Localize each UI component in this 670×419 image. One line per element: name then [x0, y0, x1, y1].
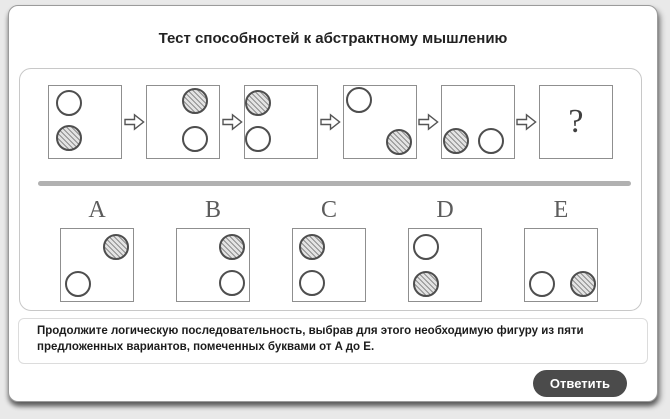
option-box-d[interactable] — [408, 228, 482, 302]
hatched-circle — [103, 234, 129, 260]
option-label: D — [436, 197, 454, 223]
option-label: C — [320, 197, 337, 223]
option-a[interactable] — [60, 198, 134, 302]
hatched-circle — [219, 234, 245, 260]
option-box-b[interactable] — [176, 228, 250, 302]
option-e[interactable] — [524, 198, 598, 302]
arrow-right-icon — [124, 113, 145, 131]
question-mark: ? — [568, 103, 584, 140]
arrow-right-icon — [222, 113, 243, 131]
hatched-circle — [56, 125, 82, 151]
arrow-right-icon — [320, 113, 341, 131]
hatched-circle — [386, 129, 412, 155]
option-box-a[interactable] — [60, 228, 134, 302]
white-circle — [478, 128, 504, 154]
hatched-circle — [413, 271, 439, 297]
option-box-e[interactable] — [524, 228, 598, 302]
sequence-box-3 — [244, 85, 318, 159]
arrow-right-icon — [418, 113, 439, 131]
white-circle — [65, 271, 91, 297]
sequence-box-5 — [441, 85, 515, 159]
option-box-c[interactable] — [292, 228, 366, 302]
hatched-circle — [182, 88, 208, 114]
page-title: Тест способностей к абстрактному мышлению — [158, 30, 508, 47]
hatched-circle — [570, 271, 596, 297]
options-row — [20, 198, 641, 302]
hatched-circle — [299, 234, 325, 260]
instruction-box: Продолжите логическую последовательность, выбрав для этого необходимую фигуру из пяти предложенных вариантов, помеченных буквами от A до E. — [18, 318, 648, 364]
answer-button[interactable]: Ответить — [533, 370, 627, 397]
divider — [38, 181, 631, 186]
sequence-box-1 — [48, 85, 122, 159]
hatched-circle — [443, 128, 469, 154]
white-circle — [346, 87, 372, 113]
white-circle — [245, 126, 271, 152]
sequence-row — [20, 85, 641, 159]
sequence-box-6 — [539, 85, 613, 159]
option-label: E — [553, 197, 569, 223]
sequence-box-2 — [146, 85, 220, 159]
white-circle — [182, 126, 208, 152]
option-c[interactable] — [292, 198, 366, 302]
sequence-box-4 — [343, 85, 417, 159]
option-b[interactable] — [176, 198, 250, 302]
arrow-right-icon — [516, 113, 537, 131]
white-circle — [529, 271, 555, 297]
white-circle — [413, 234, 439, 260]
hatched-circle — [245, 90, 271, 116]
test-card — [8, 5, 658, 402]
white-circle — [299, 270, 325, 296]
white-circle — [56, 90, 82, 116]
option-label: A — [88, 197, 106, 223]
puzzle-panel — [19, 68, 642, 311]
option-d[interactable] — [408, 198, 482, 302]
option-label: B — [204, 197, 221, 223]
white-circle — [219, 270, 245, 296]
